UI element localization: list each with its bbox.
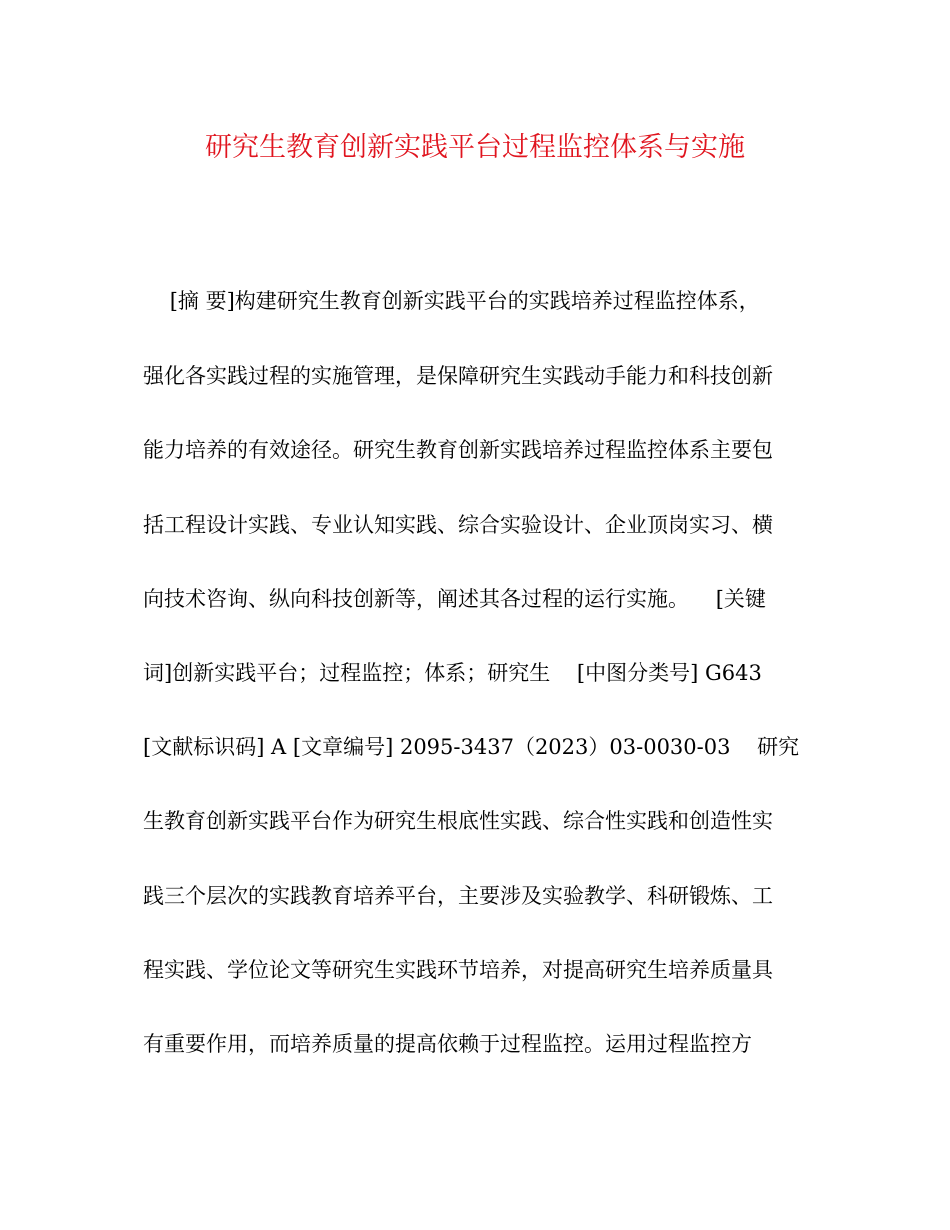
body-line-11: 有重要作用，而培养质量的提高依赖于过程监控。运用过程监控方 — [143, 1032, 752, 1056]
body-line-7: [文献标识码] A [文章编号] 2095-3437（2023）03-0030-03 研究 — [143, 735, 800, 759]
body-line-2: 强化各实践过程的实施管理，是保障研究生实践动手能力和科技创新 — [143, 364, 773, 388]
body-line-8: 生教育创新实践平台作为研究生根底性实践、综合性实践和创造性实 — [143, 809, 773, 833]
body-line-1: [摘 要]构建研究生教育创新实践平台的实践培养过程监控体系， — [143, 289, 760, 313]
body-line-10: 程实践、学位论文等研究生实践环节培养，对提高研究生培养质量具 — [143, 958, 773, 982]
body-line-4: 括工程设计实践、专业认知实践、综合实验设计、企业顶岗实习、横 — [143, 513, 773, 537]
body-line-5: 向技术咨询、纵向科技创新等，阐述其各过程的运行实施。 [关键 — [143, 587, 766, 611]
document-title: 研究生教育创新实践平台过程监控体系与实施 — [205, 132, 745, 163]
body-line-6: 词]创新实践平台；过程监控；体系；研究生 [中图分类号] G643 — [143, 661, 762, 685]
body-line-9: 践三个层次的实践教育培养平台，主要涉及实验教学、科研锻炼、工 — [143, 884, 773, 908]
body-line-3: 能力培养的有效途径。研究生教育创新实践培养过程监控体系主要包 — [143, 438, 773, 462]
